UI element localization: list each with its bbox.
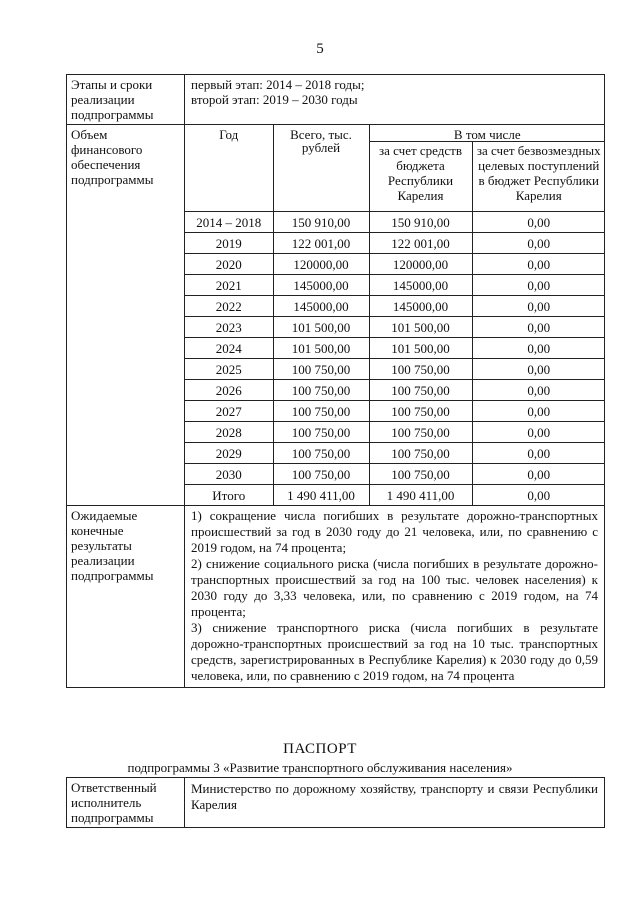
funding-cell-grants: 0,00 [472, 401, 605, 422]
results-label: Ожидаемые конечные результаты реализации подпрограммы [67, 506, 185, 688]
funding-cell-budget: 100 750,00 [369, 359, 472, 380]
stages-value [185, 75, 605, 125]
stages-first: первый этап: 2014 – 2018 годы; [191, 77, 365, 92]
funding-cell-grants: 0,00 [472, 422, 605, 443]
funding-value-cell [185, 125, 605, 506]
funding-cell-grants: 0,00 [472, 443, 605, 464]
funding-cell-total: 100 750,00 [273, 422, 369, 443]
funding-data-row [185, 254, 605, 275]
funding-cell-grants: 0,00 [472, 233, 605, 254]
funding-header-row [185, 125, 605, 142]
funding-cell-budget: 100 750,00 [369, 401, 472, 422]
result-item-3: 3) снижение транспортного риска (числа погибших в результате дорожно-транспортных происшествий за год на 10 тыс. транспортных средств, зарегистрированных в Республике Карелия) к 2030 году до 0,59 человека, или, по сравнению с 2019 годом, на 74 процента [191, 620, 598, 683]
funding-cell-total: 101 500,00 [273, 338, 369, 359]
funding-data-row [185, 422, 605, 443]
header-total: Всего, тыс. рублей [273, 125, 369, 212]
funding-cell-total: 100 750,00 [273, 443, 369, 464]
funding-cell-grants: 0,00 [472, 275, 605, 296]
header-budget: за счет средств бюджета Республики Карелия [369, 142, 472, 212]
funding-cell-year: 2022 [185, 296, 273, 317]
funding-cell-budget: 145000,00 [369, 296, 472, 317]
funding-cell-budget: 145000,00 [369, 275, 472, 296]
funding-data-row [185, 359, 605, 380]
funding-data-row [185, 317, 605, 338]
funding-cell-year: 2030 [185, 464, 273, 485]
funding-cell-total: 101 500,00 [273, 317, 369, 338]
funding-data-row [185, 485, 605, 506]
funding-label: Объем финансового обеспечения подпрограммы [67, 125, 185, 506]
funding-cell-grants: 0,00 [472, 296, 605, 317]
funding-cell-year: 2028 [185, 422, 273, 443]
funding-cell-budget: 120000,00 [369, 254, 472, 275]
stages-row [67, 75, 605, 125]
funding-cell-year: 2021 [185, 275, 273, 296]
funding-cell-budget: 100 750,00 [369, 443, 472, 464]
funding-cell-total: 145000,00 [273, 275, 369, 296]
funding-cell-year: 2014 – 2018 [185, 212, 273, 233]
funding-data-row [185, 296, 605, 317]
executor-row [67, 778, 605, 828]
funding-cell-total: 150 910,00 [273, 212, 369, 233]
funding-data-row [185, 212, 605, 233]
result-item-2: 2) снижение социального риска (числа погибших в результате дорожно-транспортных происшествий за год на 100 тыс. человек населения) к 2030 году до 3,33 человека, или, по сравнению с 2019 годом, на 74 процента; [191, 556, 598, 619]
funding-cell-budget: 101 500,00 [369, 338, 472, 359]
executor-label: Ответственный исполнитель подпрограммы [67, 778, 185, 828]
funding-table [185, 125, 605, 505]
funding-cell-grants: 0,00 [472, 464, 605, 485]
funding-cell-total: 120000,00 [273, 254, 369, 275]
funding-cell-year: 2020 [185, 254, 273, 275]
passport-table-subprogram-3 [66, 777, 605, 828]
executor-value: Министерство по дорожному хозяйству, транспорту и связи Республики Карелия [185, 778, 605, 828]
header-grants: за счет безвозмездных целевых поступлений в бюджет Республики Карелия [472, 142, 605, 212]
funding-cell-year: 2023 [185, 317, 273, 338]
funding-data-row [185, 443, 605, 464]
results-row [67, 506, 605, 688]
funding-cell-grants: 0,00 [472, 338, 605, 359]
funding-cell-budget: 1 490 411,00 [369, 485, 472, 506]
funding-cell-year: Итого [185, 485, 273, 506]
results-value [185, 506, 605, 688]
funding-cell-grants: 0,00 [472, 359, 605, 380]
funding-body [185, 212, 605, 506]
header-including: В том числе [369, 125, 605, 142]
funding-cell-total: 100 750,00 [273, 464, 369, 485]
funding-cell-grants: 0,00 [472, 254, 605, 275]
funding-cell-budget: 101 500,00 [369, 317, 472, 338]
funding-cell-budget: 122 001,00 [369, 233, 472, 254]
passport-table-subprogram-2 [66, 74, 605, 688]
funding-cell-year: 2026 [185, 380, 273, 401]
funding-cell-year: 2024 [185, 338, 273, 359]
funding-data-row [185, 401, 605, 422]
funding-cell-budget: 150 910,00 [369, 212, 472, 233]
funding-cell-grants: 0,00 [472, 485, 605, 506]
funding-cell-year: 2027 [185, 401, 273, 422]
funding-cell-grants: 0,00 [472, 380, 605, 401]
page-number: 5 [316, 41, 324, 57]
stages-label: Этапы и сроки реализации подпрограммы [67, 75, 185, 125]
funding-cell-budget: 100 750,00 [369, 380, 472, 401]
result-item-1: 1) сокращение числа погибших в результате дорожно-транспортных происшествий за год в 2030 году до 21 человека, или, по сравнению с 2019 годом, на 74 процента; [191, 508, 598, 555]
passport-subtitle: подпрограммы 3 «Развитие транспортного обслуживания населения» [127, 760, 513, 775]
funding-cell-total: 122 001,00 [273, 233, 369, 254]
funding-data-row [185, 338, 605, 359]
funding-cell-total: 100 750,00 [273, 359, 369, 380]
header-year: Год [185, 125, 273, 212]
stages-second: второй этап: 2019 – 2030 годы [191, 92, 358, 107]
funding-row [67, 125, 605, 506]
passport-title: ПАСПОРТ [283, 741, 357, 757]
funding-cell-total: 100 750,00 [273, 380, 369, 401]
funding-cell-year: 2025 [185, 359, 273, 380]
funding-data-row [185, 233, 605, 254]
funding-cell-total: 1 490 411,00 [273, 485, 369, 506]
funding-cell-total: 145000,00 [273, 296, 369, 317]
funding-cell-year: 2019 [185, 233, 273, 254]
funding-cell-budget: 100 750,00 [369, 422, 472, 443]
funding-cell-budget: 100 750,00 [369, 464, 472, 485]
funding-data-row [185, 464, 605, 485]
funding-cell-grants: 0,00 [472, 212, 605, 233]
funding-cell-total: 100 750,00 [273, 401, 369, 422]
funding-data-row [185, 275, 605, 296]
funding-data-row [185, 380, 605, 401]
funding-cell-year: 2029 [185, 443, 273, 464]
funding-cell-grants: 0,00 [472, 317, 605, 338]
